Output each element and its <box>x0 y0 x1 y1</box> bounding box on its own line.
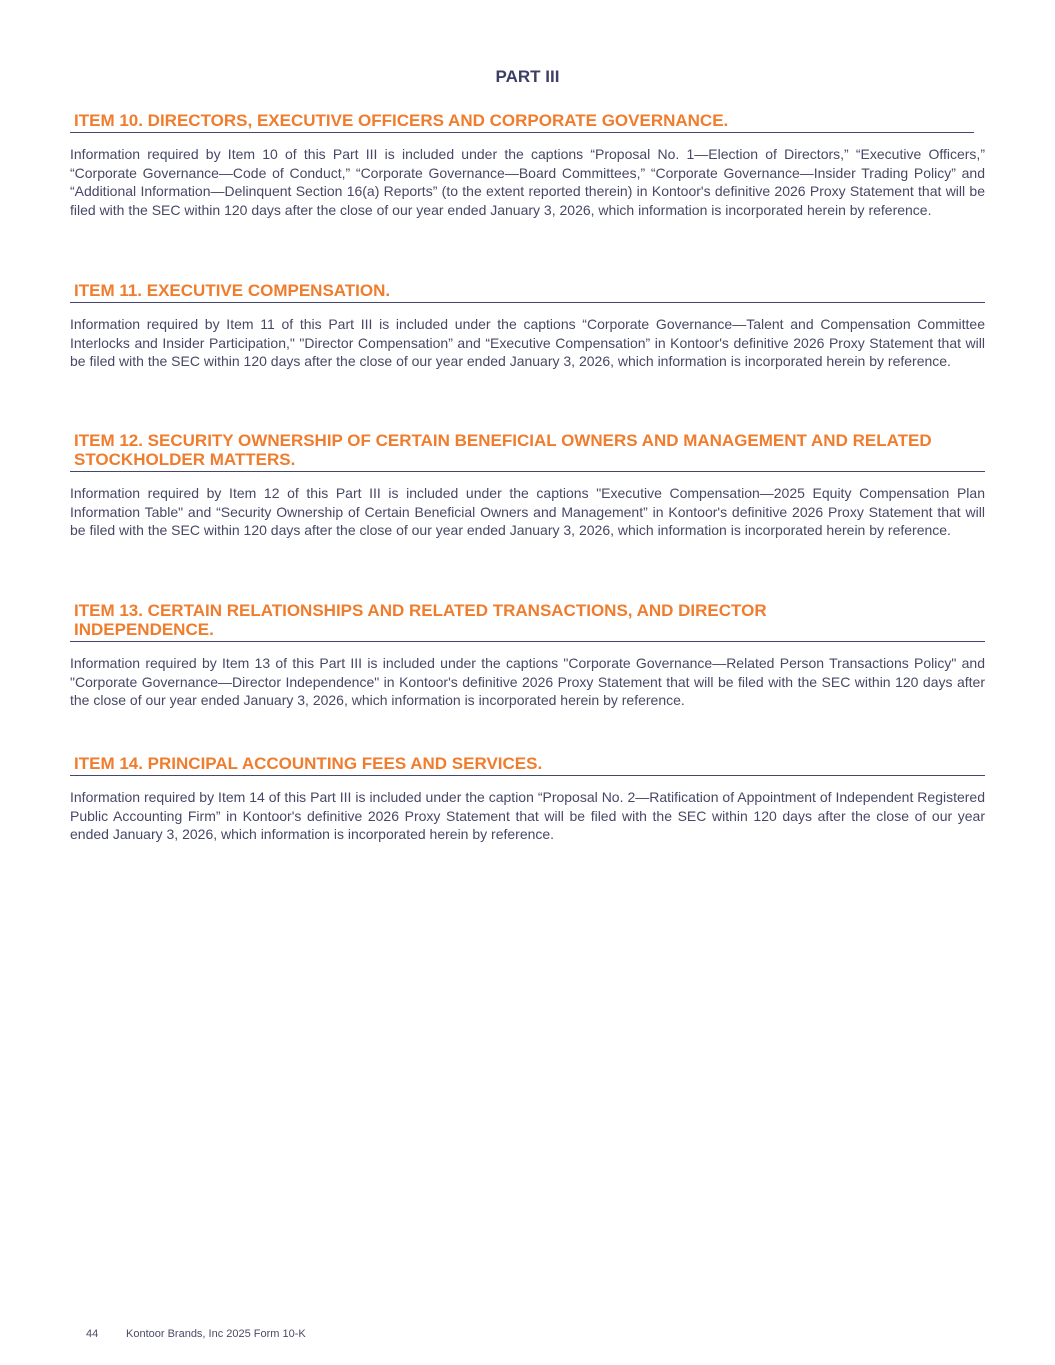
item-10-body: Information required by Item 10 of this Part III is included under the captions “Proposal No. 1—Election of Directors,” “Executive Officers,” “Corporate Governance—Code of Conduct,” “Corporate Governance—Board Committees,” “Corporate Governance—Insider Trading Policy” and “Additional Information—Delinquent Section 16(a) Reports” (to the extent reported therein) in Kontoor's definitive 2026 Proxy Statement that will be filed with the SEC within 120 days after the close of our year ended January 3, 2026, which information is incorporated herein by reference. <box>70 146 985 218</box>
document-title: Kontoor Brands, Inc 2025 Form 10-K <box>126 1328 306 1340</box>
item-10-section <box>70 111 985 219</box>
item-12-body: Information required by Item 12 of this Part III is included under the captions "Executive Compensation—2025 Equity Compensation Plan Information Table" and “Security Ownership of Certain Beneficial Owners and Management” in Kontoor's definitive 2026 Proxy Statement that will be filed with the SEC within 120 days after the close of our year ended January 3, 2026, which information is incorporated herein by reference. <box>70 485 985 539</box>
part-title: PART III <box>495 67 560 86</box>
item-14-heading: ITEM 14. PRINCIPAL ACCOUNTING FEES AND SERVICES. <box>70 754 985 776</box>
item-14-section <box>70 754 985 844</box>
page-number: 44 <box>86 1328 99 1340</box>
item-11-section <box>70 281 985 371</box>
item-12-section <box>70 431 985 540</box>
item-13-body: Information required by Item 13 of this Part III is included under the captions "Corporate Governance—Related Person Transactions Policy" and "Corporate Governance—Director Independence" in Kontoor's definitive 2026 Proxy Statement that will be filed with the SEC within 120 days after the close of our year ended January 3, 2026, which information is incorporated herein by reference. <box>70 655 985 709</box>
item-13-heading: ITEM 13. CERTAIN RELATIONSHIPS AND RELATED TRANSACTIONS, AND DIRECTOR INDEPENDENCE. <box>70 601 985 642</box>
item-11-heading: ITEM 11. EXECUTIVE COMPENSATION. <box>70 281 985 303</box>
item-11-body: Information required by Item 11 of this Part III is included under the captions “Corporate Governance—Talent and Compensation Committee Interlocks and Insider Participation," "Director Compensation” and “Executive Compensation” in Kontoor's definitive 2026 Proxy Statement that will be filed with the SEC within 120 days after the close of our year ended January 3, 2026, which information is incorporated herein by reference. <box>70 316 985 370</box>
item-14-body: Information required by Item 14 of this Part III is included under the caption “Proposal No. 2—Ratification of Appointment of Independent Registered Public Accounting Firm” in Kontoor's definitive 2026 Proxy Statement that will be filed with the SEC within 120 days after the close of our year ended January 3, 2026, which information is incorporated herein by reference. <box>70 789 985 843</box>
item-10-heading: ITEM 10. DIRECTORS, EXECUTIVE OFFICERS AND CORPORATE GOVERNANCE. <box>70 111 974 133</box>
item-13-section <box>70 601 985 710</box>
item-12-heading: ITEM 12. SECURITY OWNERSHIP OF CERTAIN BENEFICIAL OWNERS AND MANAGEMENT AND RELATED STOCKHOLDER MATTERS. <box>70 431 985 472</box>
page-footer <box>86 1328 306 1340</box>
